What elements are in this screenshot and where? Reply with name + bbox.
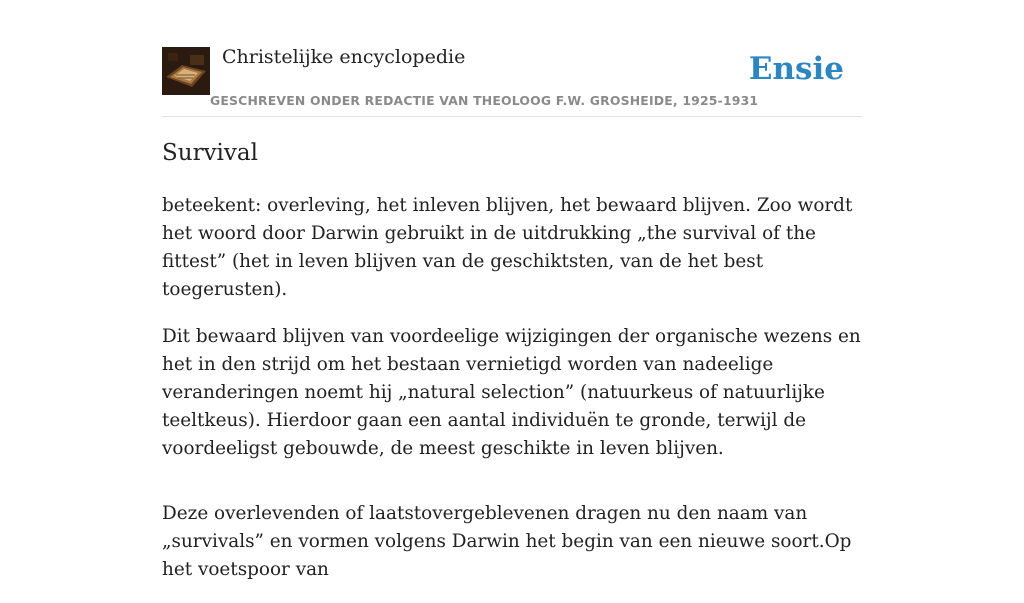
article-title: Survival	[162, 140, 258, 166]
avatar[interactable]	[162, 47, 210, 95]
site-title[interactable]: Christelijke encyclopedie	[222, 46, 466, 68]
site-subtitle: GESCHREVEN ONDER REDACTIE VAN THEOLOOG F.W. GROSHEIDE, 1925-1931	[210, 93, 759, 108]
paragraph: Deze overlevenden of laatstovergeblevenen dragen nu den naam van „survivals” en vormen volgens Darwin het begin van een nieuwe soort.Op het voetspoor van	[162, 503, 852, 580]
brand-logo[interactable]: Ensie	[748, 51, 844, 87]
paragraph: Dit bewaard blijven van voordeelige wijzigingen der organische wezens en het in den strijd om het bestaan vernietigd worden van nadeelige veranderingen noemt hij „natural selection” (natuurkeus of natuurlijke teeltkeus). Hierdoor gaan een aantal individuën te gronde, terwijl de voordeeligst gebouwde, de meest geschikte in leven blijven.	[162, 326, 861, 459]
article-body	[162, 192, 862, 603]
site-header	[162, 40, 862, 117]
book-photo-icon	[162, 47, 210, 95]
paragraph: beteekent: overleving, het inleven blijven, het bewaard blijven. Zoo wordt het woord door Darwin gebruikt in de uitdrukking „the survival of the fittest” (het in leven blijven van de geschiktsten, van de het best toegerusten).	[162, 195, 853, 300]
